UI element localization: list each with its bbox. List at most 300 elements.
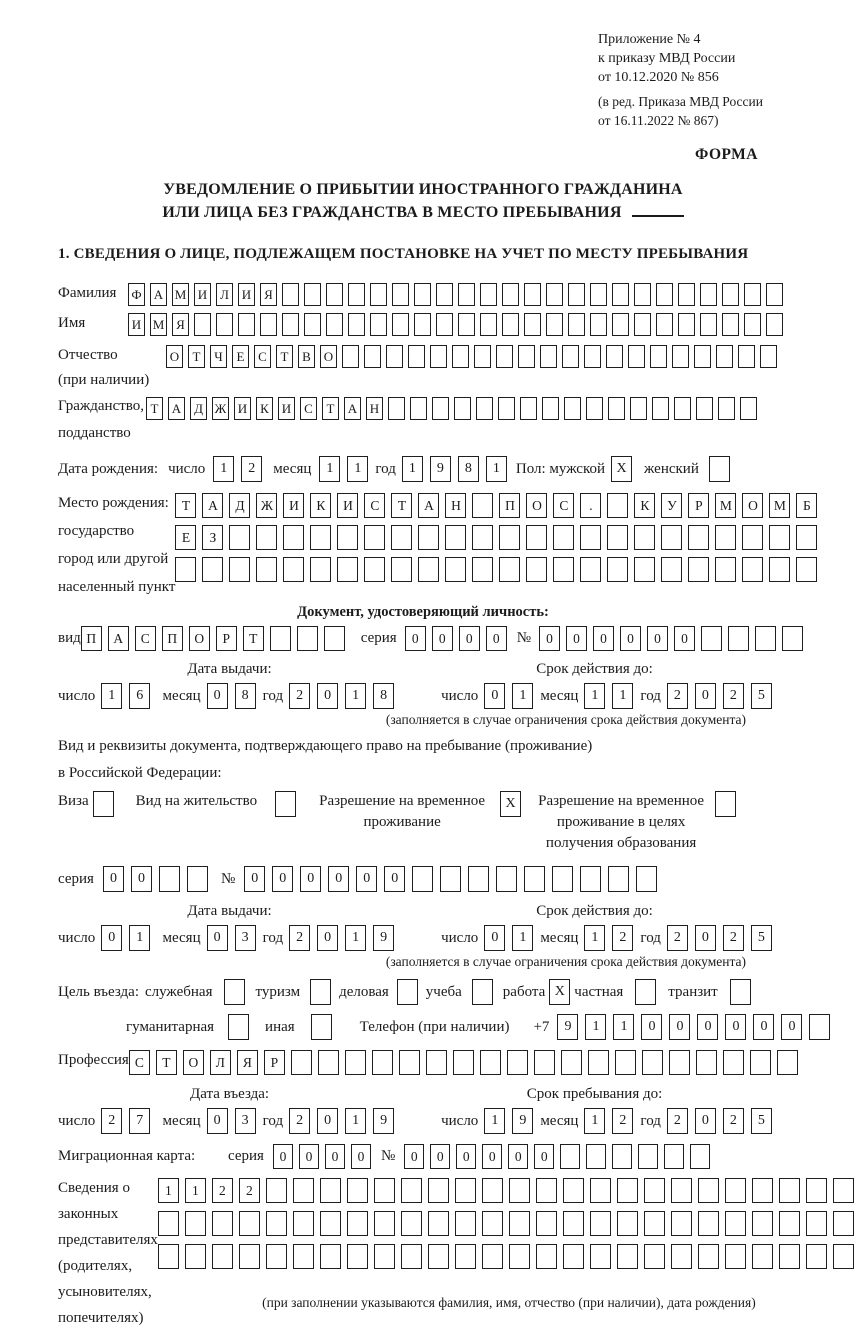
migration-number-cells <box>404 1144 716 1169</box>
char-cell: 0 <box>273 1144 293 1169</box>
month-label: месяц <box>162 687 201 704</box>
month-label: месяц <box>273 460 312 477</box>
char-cell <box>742 525 763 550</box>
char-cell <box>630 397 647 420</box>
char-cell: 1 <box>484 1108 505 1134</box>
char-cell <box>293 1244 314 1269</box>
char-cell: В <box>298 345 315 368</box>
char-cell: 0 <box>272 866 293 892</box>
identity-date-headers <box>58 659 788 680</box>
purpose-row-2 <box>58 1014 796 1040</box>
identity-validity-group <box>401 683 779 709</box>
month-label: месяц <box>540 929 579 946</box>
char-cell: И <box>278 397 295 420</box>
char-cell <box>580 866 601 892</box>
identity-doc-heading: Документ, удостоверяющий личность: <box>297 604 549 620</box>
name-row <box>58 313 788 336</box>
year-label: год <box>262 1112 284 1129</box>
series-label: серия <box>360 630 397 646</box>
doc-kind-cells <box>81 626 351 651</box>
char-cell: 1 <box>185 1178 206 1203</box>
char-cell: Л <box>216 283 233 306</box>
char-cell <box>482 1244 503 1269</box>
name-label: Имя <box>58 315 86 331</box>
char-cell <box>590 1244 611 1269</box>
residence-dates-row <box>58 925 788 951</box>
char-cell: 0 <box>317 1108 338 1134</box>
birth-place-row-2 <box>175 525 823 550</box>
char-cell: 2 <box>289 925 310 951</box>
stay-until-heading: Срок пребывания до: <box>526 1086 663 1102</box>
char-cell <box>480 313 497 336</box>
char-cell: О <box>320 345 337 368</box>
residence-intro-2: в Российской Федерации: <box>58 765 222 781</box>
char-cell: 1 <box>584 925 605 951</box>
char-cell <box>755 626 776 651</box>
purpose-business-checkbox <box>397 979 418 1005</box>
edition-line: (в ред. Приказа МВД России <box>598 94 763 109</box>
char-cell: 0 <box>131 866 152 892</box>
char-cell: 2 <box>723 925 744 951</box>
char-cell <box>347 1178 368 1203</box>
char-cell <box>414 313 431 336</box>
char-cell <box>698 1211 719 1236</box>
char-cell <box>715 557 736 582</box>
char-cell <box>536 1211 557 1236</box>
char-cell: С <box>135 626 156 651</box>
edition-line: от 16.11.2022 № 867) <box>598 113 719 128</box>
purpose-label: Цель въезда: <box>58 983 139 1000</box>
char-cell <box>536 1244 557 1269</box>
char-cell: 1 <box>345 683 366 709</box>
char-cell <box>779 1244 800 1269</box>
char-cell: 2 <box>241 456 262 482</box>
char-cell: Л <box>210 1050 231 1075</box>
char-cell <box>496 345 513 368</box>
char-cell: О <box>166 345 183 368</box>
day-label: число <box>441 687 479 704</box>
issue-day-cells <box>101 683 157 709</box>
char-cell: 2 <box>667 925 688 951</box>
char-cell <box>370 313 387 336</box>
char-cell: 0 <box>674 626 695 651</box>
char-cell: С <box>254 345 271 368</box>
char-cell <box>580 557 601 582</box>
char-cell: 0 <box>300 866 321 892</box>
char-cell <box>750 1050 771 1075</box>
visa-label: Виза <box>58 793 89 809</box>
month-label: месяц <box>540 1112 579 1129</box>
char-cell: 0 <box>325 1144 345 1169</box>
day-label: число <box>58 929 96 946</box>
char-cell <box>518 345 535 368</box>
representatives-row-2 <box>158 1211 860 1236</box>
purpose-study-label: учеба <box>425 983 462 1000</box>
number-label: № <box>380 1148 396 1164</box>
char-cell <box>260 313 277 336</box>
validity-heading: Срок действия до: <box>536 903 653 919</box>
char-cell <box>175 557 196 582</box>
temp-residence-label: Разрешение на временное проживание <box>319 793 486 830</box>
char-cell <box>644 1178 665 1203</box>
purpose-tourism-label: туризм <box>255 983 301 1000</box>
identity-dates-row <box>58 683 788 709</box>
char-cell <box>509 1211 530 1236</box>
char-cell: 1 <box>584 1108 605 1134</box>
char-cell <box>283 525 304 550</box>
char-cell <box>612 283 629 306</box>
patronymic-label: Отчество (при наличии) <box>58 347 150 388</box>
char-cell: 1 <box>584 683 605 709</box>
char-cell <box>282 283 299 306</box>
char-cell <box>540 345 557 368</box>
char-cell <box>563 1244 584 1269</box>
char-cell: О <box>742 493 763 518</box>
char-cell: А <box>168 397 185 420</box>
char-cell <box>337 557 358 582</box>
char-cell: И <box>238 283 255 306</box>
char-cell: 0 <box>384 866 405 892</box>
char-cell: 7 <box>129 1108 150 1134</box>
char-cell <box>414 283 431 306</box>
day-label: число <box>168 460 206 477</box>
number-label: № <box>220 870 236 887</box>
purpose-study-checkbox <box>472 979 493 1005</box>
char-cell: 0 <box>207 1108 228 1134</box>
char-cell <box>480 1050 501 1075</box>
patronymic-row <box>58 345 788 391</box>
residence-number-cells <box>244 866 664 892</box>
char-cell <box>725 1211 746 1236</box>
char-cell <box>728 626 749 651</box>
birth-place-block <box>58 493 811 598</box>
char-cell: К <box>634 493 655 518</box>
char-cell: 0 <box>566 626 587 651</box>
char-cell <box>412 866 433 892</box>
char-cell: С <box>300 397 317 420</box>
profession-label: Профессия <box>58 1052 129 1068</box>
char-cell <box>499 525 520 550</box>
stay-day-cells <box>484 1108 540 1134</box>
char-cell <box>608 866 629 892</box>
stay-month-cells <box>584 1108 640 1134</box>
char-cell: 0 <box>695 683 716 709</box>
char-cell <box>158 1211 179 1236</box>
char-cell <box>636 866 657 892</box>
char-cell <box>374 1178 395 1203</box>
char-cell <box>766 283 783 306</box>
char-cell <box>744 283 761 306</box>
char-cell: 0 <box>534 1144 554 1169</box>
char-cell <box>364 345 381 368</box>
char-cell: 1 <box>585 1014 606 1040</box>
char-cell: 1 <box>129 925 150 951</box>
char-cell <box>833 1244 854 1269</box>
char-cell <box>388 397 405 420</box>
sex-label: Пол: мужской <box>515 460 606 477</box>
char-cell <box>408 345 425 368</box>
char-cell <box>370 283 387 306</box>
char-cell <box>612 1144 632 1169</box>
phone-cells <box>557 1014 837 1040</box>
series-label: серия <box>58 870 94 887</box>
char-cell <box>410 397 427 420</box>
char-cell: 0 <box>456 1144 476 1169</box>
purpose-row-1 <box>58 979 788 1005</box>
char-cell <box>428 1178 449 1203</box>
validity-month-cells <box>584 925 640 951</box>
char-cell <box>509 1244 530 1269</box>
char-cell <box>688 557 709 582</box>
char-cell: Т <box>156 1050 177 1075</box>
char-cell <box>590 313 607 336</box>
char-cell: Д <box>190 397 207 420</box>
char-cell: Р <box>264 1050 285 1075</box>
char-cell: Н <box>366 397 383 420</box>
char-cell <box>348 283 365 306</box>
char-cell <box>752 1178 773 1203</box>
char-cell <box>725 1178 746 1203</box>
char-cell: 0 <box>641 1014 662 1040</box>
year-label: год <box>262 687 284 704</box>
identity-issue-group <box>58 683 401 709</box>
char-cell: 0 <box>753 1014 774 1040</box>
char-cell <box>324 626 345 651</box>
residence-series-row <box>58 866 788 892</box>
char-cell <box>760 345 777 368</box>
year-label: год <box>640 929 661 946</box>
identity-doc-row <box>58 626 788 651</box>
char-cell <box>568 283 585 306</box>
char-cell <box>564 397 581 420</box>
char-cell <box>806 1244 827 1269</box>
char-cell <box>401 1178 422 1203</box>
char-cell <box>310 557 331 582</box>
year-label: год <box>375 460 396 477</box>
char-cell <box>374 1211 395 1236</box>
year-label: год <box>262 929 284 946</box>
migration-card-label: Миграционная карта: <box>58 1148 196 1164</box>
char-cell: 2 <box>212 1178 233 1203</box>
char-cell <box>678 283 695 306</box>
char-cell <box>476 397 493 420</box>
char-cell: 1 <box>319 456 340 482</box>
char-cell: 0 <box>484 683 505 709</box>
char-cell: 0 <box>647 626 668 651</box>
char-cell <box>833 1178 854 1203</box>
char-cell: 6 <box>129 683 150 709</box>
char-cell <box>740 397 757 420</box>
char-cell: 9 <box>430 456 451 482</box>
char-cell: 0 <box>207 925 228 951</box>
char-cell <box>553 525 574 550</box>
char-cell: С <box>553 493 574 518</box>
char-cell <box>779 1211 800 1236</box>
char-cell <box>498 397 515 420</box>
char-cell <box>744 313 761 336</box>
char-cell: Я <box>237 1050 258 1075</box>
char-cell <box>644 1211 665 1236</box>
char-cell <box>436 313 453 336</box>
citizenship-cells <box>146 397 762 420</box>
validity-note: (заполняется в случае ограничения срока действия документа) <box>385 712 746 727</box>
char-cell <box>634 525 655 550</box>
char-cell <box>779 1178 800 1203</box>
char-cell <box>661 525 682 550</box>
char-cell: 0 <box>695 1108 716 1134</box>
char-cell <box>266 1244 287 1269</box>
surname-label: Фамилия <box>58 285 117 301</box>
issue-year-cells <box>289 683 401 709</box>
purpose-private-label: частная <box>574 983 624 1000</box>
char-cell <box>372 1050 393 1075</box>
char-cell: 0 <box>508 1144 528 1169</box>
char-cell: 0 <box>317 925 338 951</box>
char-cell: С <box>129 1050 150 1075</box>
issue-date-heading: Дата выдачи: <box>187 661 272 677</box>
char-cell <box>806 1211 827 1236</box>
char-cell: И <box>234 397 251 420</box>
purpose-private-checkbox <box>635 979 656 1005</box>
char-cell <box>700 283 717 306</box>
char-cell: Е <box>232 345 249 368</box>
char-cell: 1 <box>613 1014 634 1040</box>
char-cell <box>391 525 412 550</box>
stay-until-group <box>401 1108 779 1134</box>
char-cell <box>426 1050 447 1075</box>
char-cell: . <box>580 493 601 518</box>
char-cell: П <box>162 626 183 651</box>
char-cell <box>326 313 343 336</box>
char-cell: 1 <box>512 925 533 951</box>
char-cell <box>386 345 403 368</box>
char-cell <box>716 345 733 368</box>
char-cell <box>661 557 682 582</box>
entry-dates-row <box>58 1108 788 1134</box>
char-cell <box>282 313 299 336</box>
char-cell: 0 <box>539 626 560 651</box>
char-cell <box>678 313 695 336</box>
char-cell <box>715 525 736 550</box>
char-cell <box>337 525 358 550</box>
char-cell: Д <box>229 493 250 518</box>
char-cell: 5 <box>751 925 772 951</box>
month-label: месяц <box>162 929 201 946</box>
char-cell: 1 <box>345 1108 366 1134</box>
char-cell <box>428 1244 449 1269</box>
char-cell <box>496 866 517 892</box>
char-cell <box>472 493 493 518</box>
char-cell <box>542 397 559 420</box>
entry-month-cells <box>207 1108 263 1134</box>
char-cell: 0 <box>593 626 614 651</box>
representatives-cells <box>158 1178 860 1311</box>
char-cell: Т <box>188 345 205 368</box>
char-cell <box>256 557 277 582</box>
char-cell <box>698 1178 719 1203</box>
title-blank-underline <box>632 201 684 217</box>
char-cell <box>536 1178 557 1203</box>
purpose-other-label: иная <box>265 1018 295 1035</box>
char-cell <box>291 1050 312 1075</box>
char-cell: 1 <box>345 925 366 951</box>
char-cell: С <box>364 493 385 518</box>
char-cell <box>694 345 711 368</box>
char-cell: 0 <box>695 925 716 951</box>
char-cell: 9 <box>373 925 394 951</box>
char-cell <box>738 345 755 368</box>
char-cell <box>634 557 655 582</box>
char-cell: 2 <box>289 683 310 709</box>
sex-female-label: женский <box>644 460 699 477</box>
char-cell: 1 <box>402 456 423 482</box>
char-cell <box>656 313 673 336</box>
profession-row <box>58 1050 788 1075</box>
char-cell <box>634 313 651 336</box>
char-cell: А <box>418 493 439 518</box>
char-cell: Б <box>796 493 817 518</box>
birth-place-row-1 <box>175 493 823 518</box>
char-cell <box>212 1211 233 1236</box>
profession-cells <box>129 1050 804 1075</box>
char-cell: 0 <box>207 683 228 709</box>
char-cell <box>445 525 466 550</box>
char-cell: М <box>715 493 736 518</box>
char-cell <box>650 345 667 368</box>
number-label: № <box>516 630 531 646</box>
series-label: серия <box>228 1148 264 1164</box>
purpose-official-label: служебная <box>144 983 213 1000</box>
title-line-2: ИЛИ ЛИЦА БЕЗ ГРАЖДАНСТВА В МЕСТО ПРЕБЫВАНИЯ <box>58 201 788 224</box>
residence-intro-1: Вид и реквизиты документа, подтверждающего право на пребывание (проживание) <box>58 738 593 754</box>
char-cell: 2 <box>723 683 744 709</box>
char-cell: 0 <box>432 626 453 651</box>
char-cell: 2 <box>667 683 688 709</box>
char-cell <box>345 1050 366 1075</box>
doc-number-cells <box>539 626 809 651</box>
char-cell <box>364 557 385 582</box>
char-cell <box>809 1014 830 1040</box>
representatives-row-3 <box>158 1244 860 1269</box>
citizenship-row <box>58 396 788 444</box>
char-cell: Т <box>391 493 412 518</box>
char-cell: 1 <box>158 1178 179 1203</box>
validity-heading: Срок действия до: <box>536 661 653 677</box>
char-cell <box>561 1050 582 1075</box>
purpose-humanitarian-checkbox <box>228 1014 249 1040</box>
purpose-other-checkbox <box>311 1014 332 1040</box>
char-cell <box>638 1144 658 1169</box>
entry-date-headers <box>58 1084 788 1105</box>
char-cell <box>782 626 803 651</box>
char-cell: М <box>150 313 167 336</box>
char-cell: 0 <box>669 1014 690 1040</box>
residence-permit-checkbox <box>275 791 296 817</box>
char-cell <box>453 1050 474 1075</box>
char-cell <box>552 866 573 892</box>
temp-residence-edu-checkbox <box>715 791 736 817</box>
day-label: число <box>58 1112 96 1129</box>
doc-series-cells <box>405 626 513 651</box>
sex-female-checkbox <box>709 456 730 482</box>
residence-validity-group <box>401 925 779 951</box>
char-cell <box>440 866 461 892</box>
validity-month-cells <box>584 683 640 709</box>
char-cell: 0 <box>482 1144 502 1169</box>
char-cell <box>563 1211 584 1236</box>
char-cell <box>671 1178 692 1203</box>
birth-place-row-3 <box>175 557 823 582</box>
